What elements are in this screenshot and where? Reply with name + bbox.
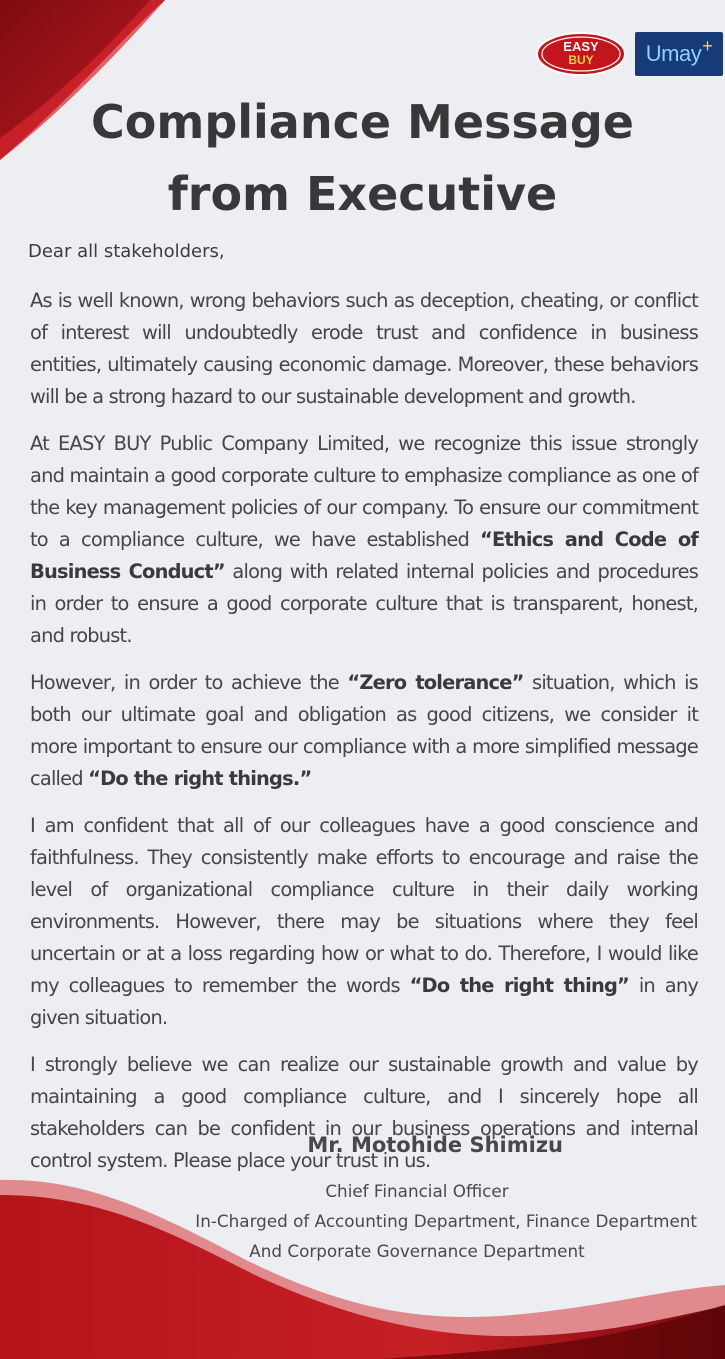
signatory-position: Chief Financial Officer bbox=[325, 1181, 509, 1201]
easybuy-logo-text: EASY bbox=[563, 39, 599, 54]
signatory-department-2: And Corporate Governance Department bbox=[249, 1241, 585, 1261]
paragraph-5: I strongly believe we can realize our sustainable growth and value by maintaining a good compliance culture, and I sincerely hope all stakeholders can be confident in our business operations and internal control system. Please place your trust in us. bbox=[30, 1053, 698, 1172]
title-line-2: from Executive bbox=[167, 167, 558, 221]
signatory-name: Mr. Motohide Shimizu bbox=[307, 1133, 563, 1157]
do-right-thing-highlight: “Do the right thing” bbox=[409, 974, 629, 997]
paragraph-2: At EASY BUY Public Company Limited, we recognize this issue strongly and maintain a good corporate culture to emphasize compliance as one of the key management policies of our company. To ensure our commitment to a compliance culture, we have established “Ethics and Code of Business Conduct” along with related internal policies and procedures in order to ensure a good corporate culture that is transparent, honest, and robust. bbox=[30, 432, 698, 647]
umay-logo bbox=[635, 32, 723, 76]
message-body bbox=[30, 237, 698, 1192]
paragraph-1: As is well known, wrong behaviors such as deception, cheating, or conflict of interest will undoubtedly erode trust and confidence in business entities, ultimately causing economic damage. Moreover, these behaviors will be a strong hazard to our sustainable development and growth. bbox=[30, 289, 698, 408]
zero-tolerance-highlight: “Zero tolerance” bbox=[347, 671, 524, 694]
do-right-things-highlight: “Do the right things.” bbox=[88, 767, 312, 790]
umay-logo-text: Umay bbox=[645, 41, 702, 66]
signatory-department-1: In-Charged of Accounting Department, Finance Department bbox=[195, 1211, 697, 1231]
title-line-1: Compliance Message bbox=[91, 95, 634, 149]
umay-logo-plus: + bbox=[702, 35, 713, 56]
paragraph-4: I am confident that all of our colleagues have a good conscience and faithfulness. They consistently make efforts to encourage and raise the level of organizational compliance culture in their daily working environments. However, there may be situations where they feel uncertain or at a loss regarding how or what to do. Therefore, I would like my colleagues to remember the words “Do the right thing” in any given situation. bbox=[30, 814, 698, 1029]
logos bbox=[536, 32, 723, 76]
page-title bbox=[0, 86, 725, 230]
ethics-code-highlight: “Ethics and Code of Business Conduct” bbox=[30, 528, 698, 583]
paragraph-3: However, in order to achieve the “Zero tolerance” situation, which is both our ultimate goal and obligation as good citizens, we consider it more important to ensure our compliance with a more simplified message called “Do the right things.” bbox=[30, 671, 698, 790]
signatory-titles bbox=[137, 1176, 697, 1266]
svg-text:BUY: BUY bbox=[568, 53, 594, 67]
greeting: Dear all stakeholders, bbox=[28, 241, 225, 262]
easybuy-logo bbox=[536, 32, 626, 76]
